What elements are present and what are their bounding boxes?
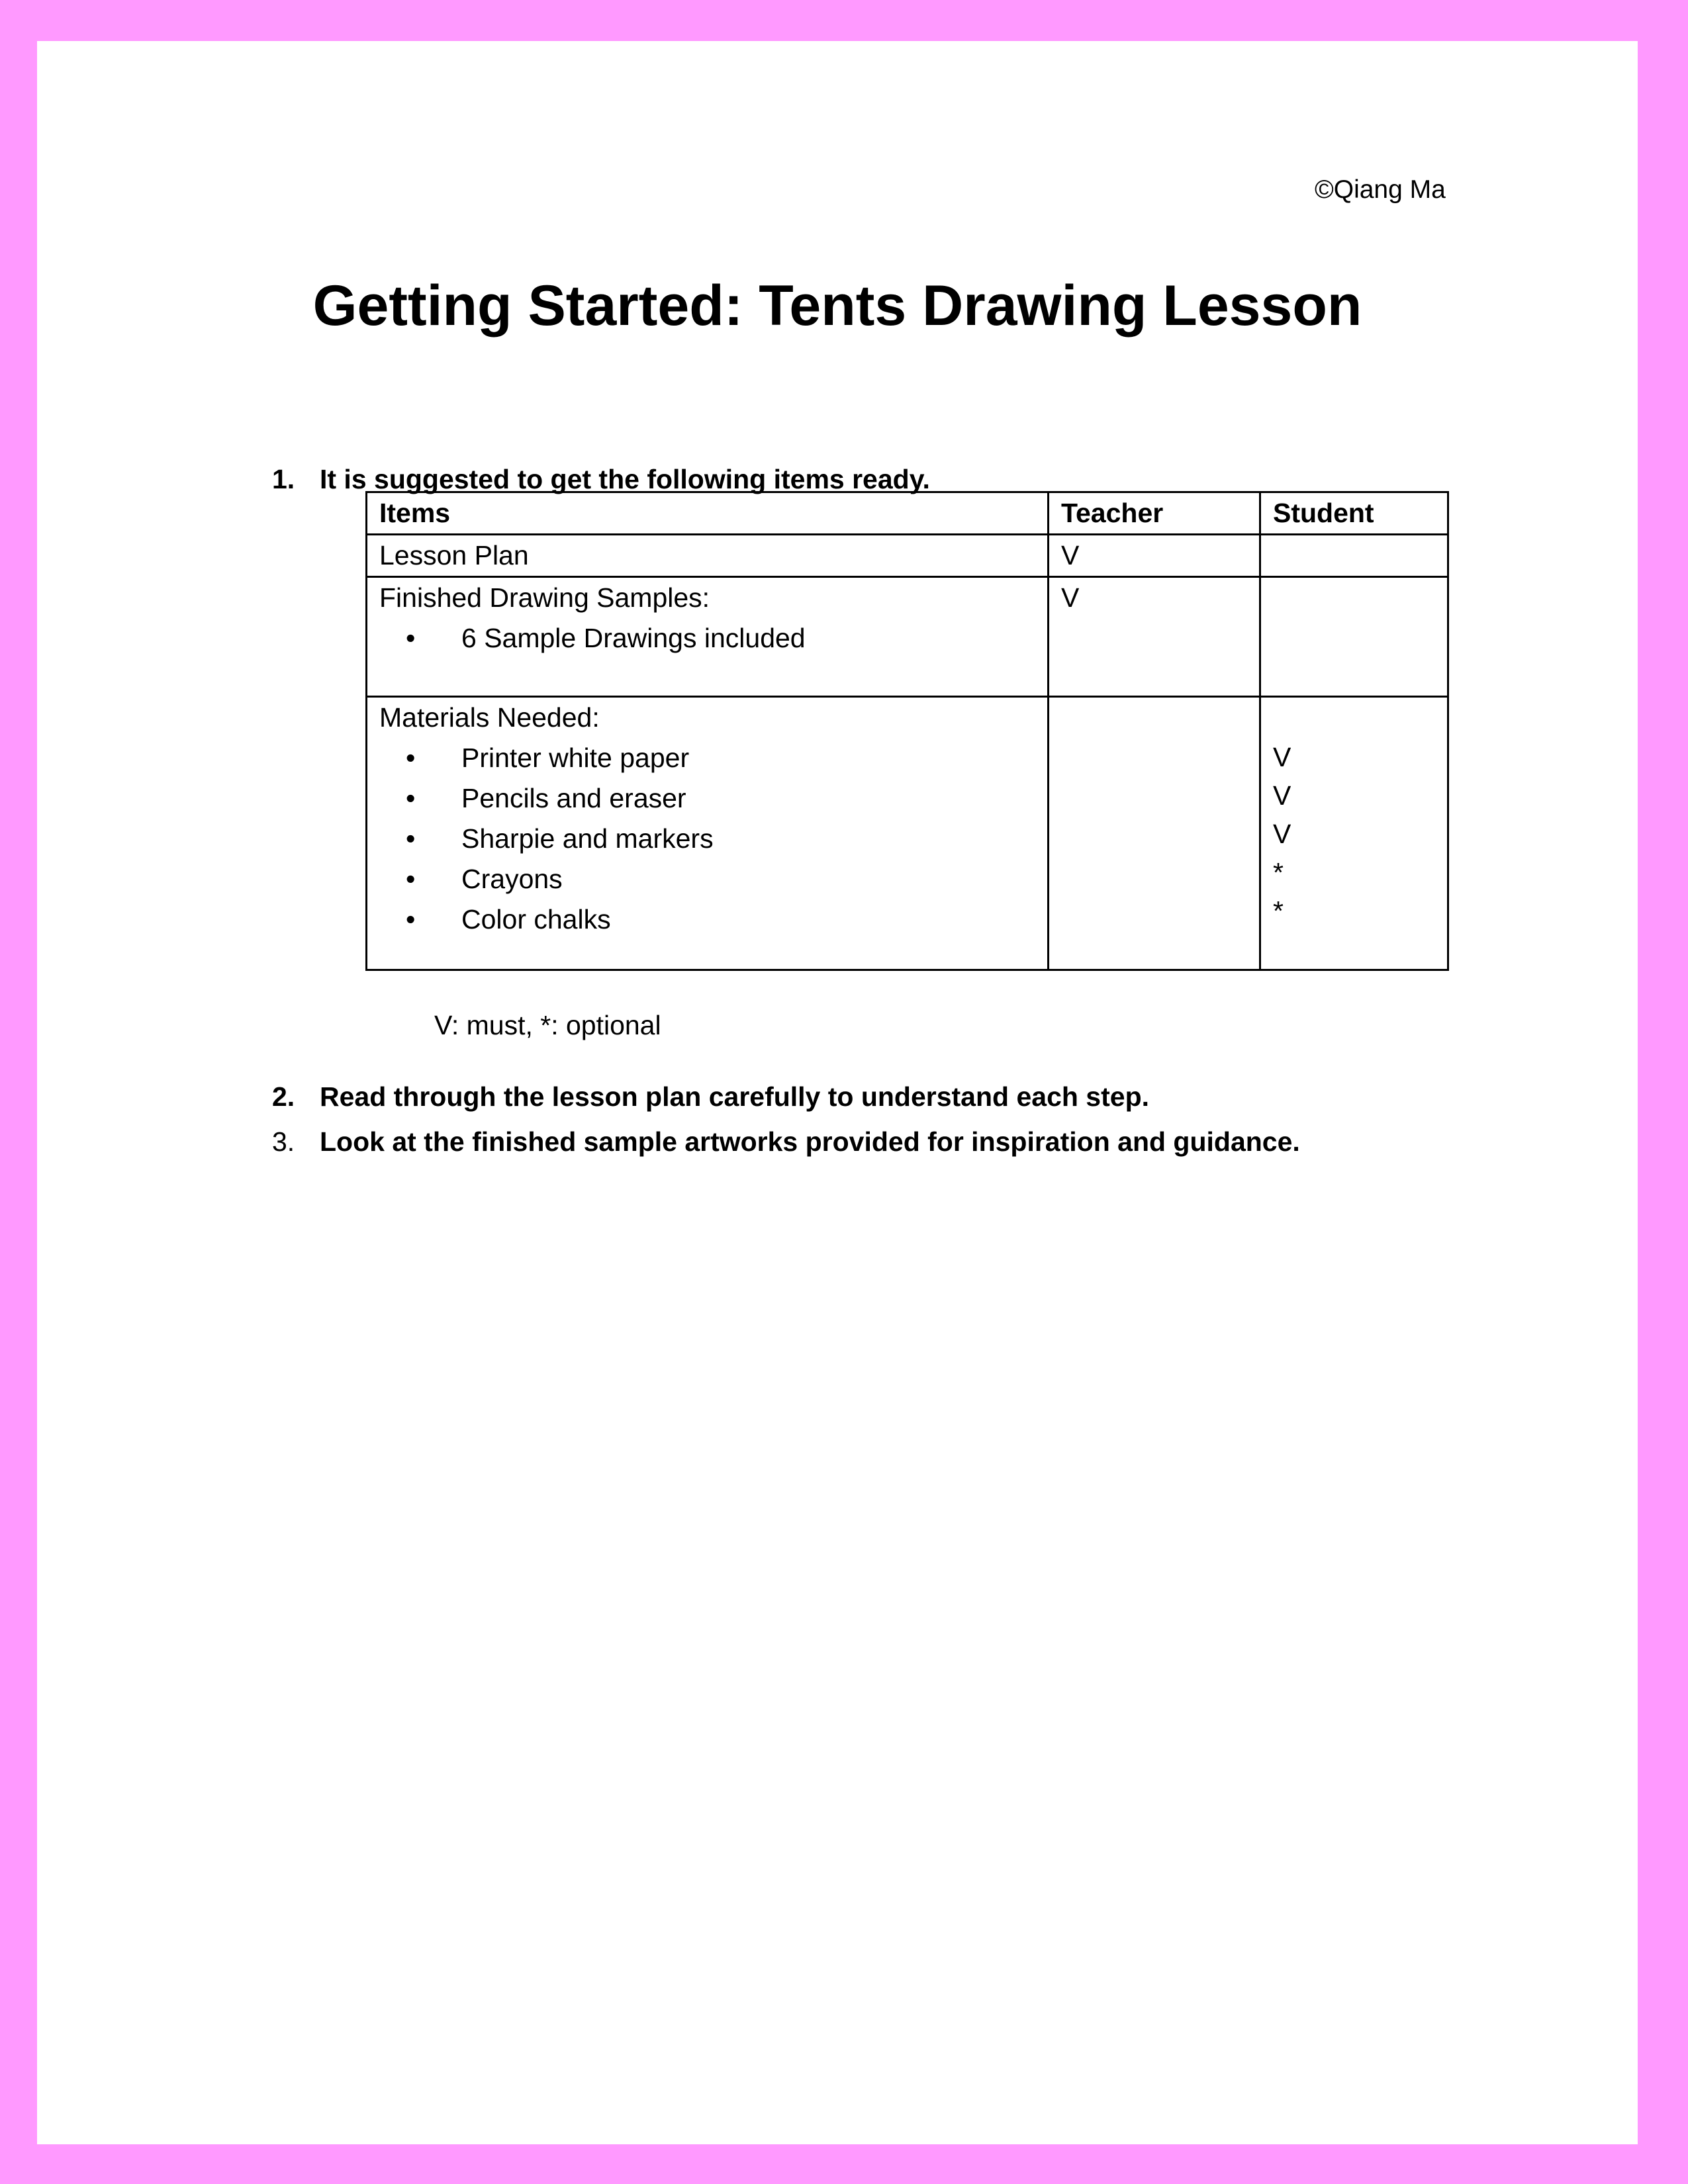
step-number: 1. xyxy=(272,464,295,494)
document-page xyxy=(37,41,1638,2144)
step-3 xyxy=(272,1124,1300,1160)
step-number: 3. xyxy=(272,1126,295,1157)
header-student: Student xyxy=(1260,492,1448,535)
table-row xyxy=(367,697,1448,970)
student-mark: V xyxy=(1273,742,1291,772)
item-cell xyxy=(367,697,1049,970)
teacher-cell: V xyxy=(1049,535,1260,577)
list-item: • 6 Sample Drawings included xyxy=(461,618,1035,659)
bullet-list xyxy=(379,738,1035,940)
student-cell xyxy=(1260,697,1448,970)
table-header-row xyxy=(367,492,1448,535)
header-items: Items xyxy=(367,492,1049,535)
step-text: Read through the lesson plan carefully to understand each step. xyxy=(320,1081,1150,1112)
item-cell xyxy=(367,577,1049,697)
student-cell xyxy=(1260,577,1448,697)
student-mark: V xyxy=(1273,819,1291,849)
item-heading: Finished Drawing Samples: xyxy=(379,582,710,613)
student-cell xyxy=(1260,535,1448,577)
teacher-cell xyxy=(1049,697,1260,970)
items-table xyxy=(365,491,1449,971)
student-mark: * xyxy=(1273,895,1284,926)
student-mark: * xyxy=(1273,857,1284,887)
item-heading: Materials Needed: xyxy=(379,702,600,733)
step-text: It is suggested to get the following items ready. xyxy=(320,464,930,494)
item-cell: Lesson Plan xyxy=(367,535,1049,577)
table-row xyxy=(367,535,1448,577)
list-item: • Pencils and eraser xyxy=(461,778,1035,819)
header-teacher: Teacher xyxy=(1049,492,1260,535)
student-mark: V xyxy=(1273,780,1291,811)
list-item: • Crayons xyxy=(461,859,1035,899)
table-row xyxy=(367,577,1448,697)
list-item: • Printer white paper xyxy=(461,738,1035,778)
list-item: • Color chalks xyxy=(461,899,1035,940)
copyright-notice: ©Qiang Ma xyxy=(1315,175,1446,204)
step-text: Look at the finished sample artworks provided for inspiration and guidance. xyxy=(320,1126,1300,1157)
bullet-list xyxy=(379,618,1035,659)
page-title: Getting Started: Tents Drawing Lesson xyxy=(312,274,1362,338)
teacher-cell: V xyxy=(1049,577,1260,697)
step-number: 2. xyxy=(272,1081,295,1112)
table-legend: V: must, *: optional xyxy=(434,1010,661,1040)
list-item: • Sharpie and markers xyxy=(461,819,1035,859)
step-2 xyxy=(272,1079,1149,1115)
